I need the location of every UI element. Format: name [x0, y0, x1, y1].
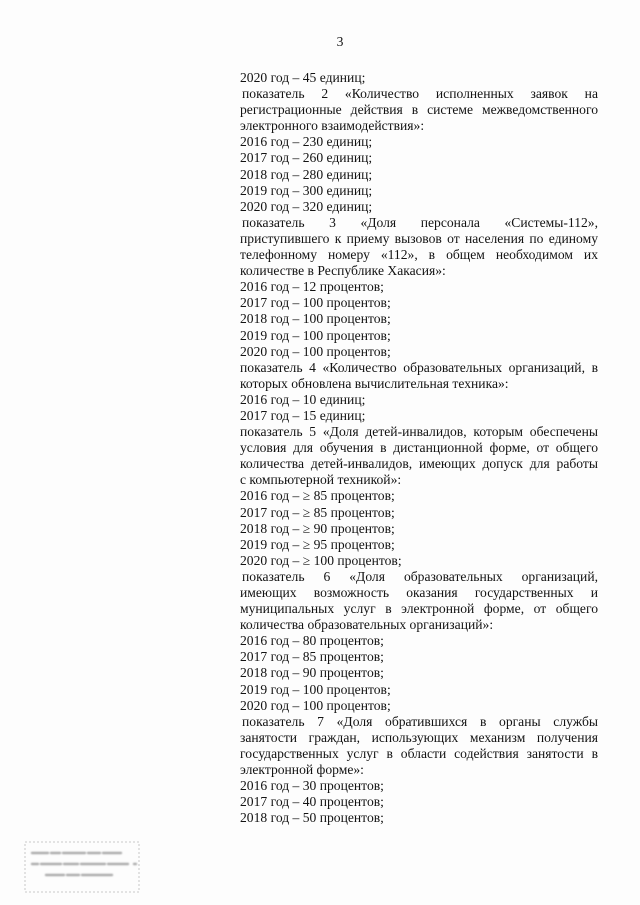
indicator-value-line: 2018 год – 90 процентов; [240, 665, 384, 681]
indicator-value-line: 2017 год – 260 единиц; [240, 150, 373, 166]
indicator-title-line: показатель 2 «Количество исполненных заявок на [242, 86, 598, 102]
indicator-value-line: 2018 год – 280 единиц; [240, 166, 373, 182]
indicator-5 [240, 424, 598, 569]
indicator-title-line: телефонному номеру «112», в общем необходимом их [240, 247, 598, 263]
indicator-value-line: 2016 год – 230 единиц; [240, 134, 373, 150]
indicator-title-line: занятости граждан, использующих механизм получения [240, 729, 598, 745]
indicator-value-line: 2020 год – 320 единиц; [240, 198, 373, 214]
indicator-7 [240, 714, 598, 827]
indicator-title-line: количестве в Республике Хакасия»: [240, 263, 446, 279]
indicator-title-line: регистрационные действия в системе межведомственного [240, 102, 598, 118]
indicator-value-line: 2016 год – 10 единиц; [240, 391, 366, 407]
indicator-value-line: 2019 год – 300 единиц; [240, 182, 373, 198]
indicator-title-line: показатель 7 «Доля обратившихся в органы службы [242, 713, 598, 729]
indicator-value-line: 2018 год – 50 процентов; [240, 810, 384, 826]
indicator-value-line: 2017 год – ≥ 85 процентов; [240, 504, 395, 520]
indicator-title-line: количества детей-инвалидов, имеющих допуск для работы [240, 456, 598, 472]
indicator-6 [240, 569, 598, 714]
indicator-value-line: 2020 год – 45 единиц; [240, 70, 366, 85]
indicator-value-line: 2020 год – 100 процентов; [240, 697, 391, 713]
document-body [240, 70, 598, 826]
indicator-value-line: 2018 год – 100 процентов; [240, 311, 391, 327]
indicator-value-line: 2019 год – ≥ 95 процентов; [240, 536, 395, 552]
indicator-title-line: показатель 4 «Количество образовательных организаций, в [240, 359, 598, 375]
page-number: 3 [336, 34, 344, 49]
indicator-title-line: показатель 3 «Доля персонала «Системы-112», [242, 214, 598, 230]
indicator-value-line: 2017 год – 100 процентов; [240, 295, 391, 311]
indicator-value-line: 2018 год – ≥ 90 процентов; [240, 520, 395, 536]
indicator-title-line: показатель 5 «Доля детей-инвалидов, которым обеспечены [240, 424, 598, 440]
indicator-title-line: количества образовательных организаций»: [240, 617, 494, 633]
indicator-title-line: муниципальных услуг в электронной форме, от общего [240, 601, 598, 617]
indicator-value-line: 2017 год – 40 процентов; [240, 794, 384, 810]
indicator-title-line: приступившего к приему вызовов от населения по единому [240, 230, 598, 246]
indicator-value-line: 2016 год – 12 процентов; [240, 279, 384, 295]
stamp-graphic [22, 838, 144, 896]
indicator-value-line: 2016 год – 30 процентов; [240, 778, 384, 794]
indicator-title-line: государственных услуг в области содействия занятости в [240, 745, 598, 761]
indicator-value-line: 2017 год – 15 единиц; [240, 407, 366, 423]
indicator-value-line: 2020 год – 100 процентов; [240, 343, 391, 359]
indicator-value-line: 2019 год – 100 процентов; [240, 327, 391, 343]
indicator-3 [240, 215, 598, 360]
indicator-title-line: электронного взаимодействия»: [240, 118, 425, 134]
indicator-value-line: 2019 год – 100 процентов; [240, 681, 391, 697]
indicator-value-line: 2017 год – 85 процентов; [240, 649, 384, 665]
indicator-title-line: которых обновлена вычислительная техника»: [240, 375, 509, 391]
indicator-value-line: 2016 год – 80 процентов; [240, 633, 384, 649]
indicator-title-line: с компьютерной техникой»: [240, 472, 402, 488]
indicator-title-line: показатель 6 «Доля образовательных организаций, [242, 568, 598, 584]
indicator-title-line: электронной форме»: [240, 762, 364, 778]
indicator-value-line: 2020 год – ≥ 100 процентов; [240, 552, 402, 568]
indicator-title-line: имеющих возможность оказания государственных и [240, 585, 598, 600]
indicator-value-line: 2016 год – ≥ 85 процентов; [240, 488, 395, 504]
indicator-title-line: условия для обучения в дистанционной форме, от общего [240, 440, 598, 456]
indicator-2 [240, 86, 598, 215]
indicator-4 [240, 360, 598, 424]
stamp [22, 838, 144, 896]
